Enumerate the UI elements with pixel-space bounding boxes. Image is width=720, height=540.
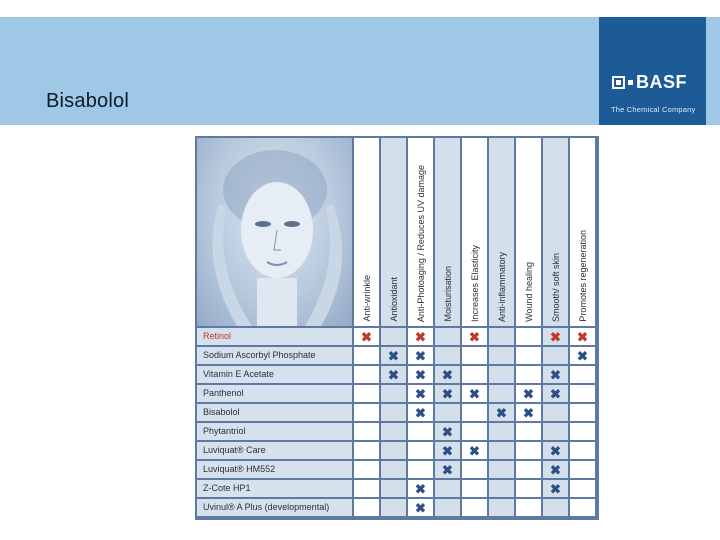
- matrix-cell: [543, 423, 568, 440]
- column-header-label: Wound healing: [523, 262, 534, 322]
- matrix-cell: [462, 499, 487, 516]
- matrix-cell: [381, 385, 406, 402]
- matrix-cell: [516, 461, 541, 478]
- matrix-cell: [408, 499, 433, 516]
- matrix-cell: [516, 385, 541, 402]
- check-x-icon: ✖: [550, 462, 561, 477]
- column-header: [354, 138, 379, 326]
- check-x-icon: ✖: [469, 329, 480, 344]
- table-row: [197, 328, 597, 345]
- matrix-cell: [462, 480, 487, 497]
- check-x-icon: ✖: [577, 329, 588, 344]
- column-header-label: Antioxidant: [388, 277, 399, 322]
- check-x-icon: ✖: [361, 329, 372, 344]
- matrix-cell: [516, 366, 541, 383]
- matrix-cell: [462, 347, 487, 364]
- matrix-cell: [381, 499, 406, 516]
- matrix-cell: [516, 328, 541, 345]
- matrix-cell: [435, 385, 460, 402]
- matrix-cell: [435, 480, 460, 497]
- ingredient-label: Z-Cote HP1: [197, 480, 352, 497]
- check-x-icon: ✖: [550, 386, 561, 401]
- ingredient-benefit-matrix: [195, 136, 599, 520]
- matrix-cell: [516, 480, 541, 497]
- matrix-cell: [462, 423, 487, 440]
- column-header-label: Anti-wrinkle: [361, 275, 372, 322]
- matrix-cell: [354, 366, 379, 383]
- matrix-cell: [543, 404, 568, 421]
- check-x-icon: ✖: [442, 386, 453, 401]
- matrix-cell: [543, 499, 568, 516]
- check-x-icon: ✖: [550, 443, 561, 458]
- matrix-cell: [354, 328, 379, 345]
- ingredient-label: Sodium Ascorbyl Phosphate: [197, 347, 352, 364]
- check-x-icon: ✖: [415, 481, 426, 496]
- column-header: [516, 138, 541, 326]
- matrix-cell: [489, 480, 514, 497]
- column-header: [381, 138, 406, 326]
- matrix-cell: [543, 461, 568, 478]
- matrix-cell: [408, 366, 433, 383]
- matrix-cell: [435, 404, 460, 421]
- matrix-cell: [435, 442, 460, 459]
- matrix-cell: [354, 385, 379, 402]
- check-x-icon: ✖: [388, 348, 399, 363]
- table-row: [197, 385, 597, 402]
- table-row: [197, 480, 597, 497]
- matrix-cell: [543, 347, 568, 364]
- matrix-cell: [462, 461, 487, 478]
- check-x-icon: ✖: [442, 367, 453, 382]
- column-header-label: Moisturisation: [442, 266, 453, 322]
- matrix-cell: [354, 461, 379, 478]
- matrix-cell: [516, 499, 541, 516]
- matrix-cell: [354, 499, 379, 516]
- logo-brand: BASF: [636, 72, 687, 92]
- column-header: [435, 138, 460, 326]
- matrix-cell: [408, 385, 433, 402]
- matrix-cell: [462, 404, 487, 421]
- matrix-cell: [435, 366, 460, 383]
- ingredient-label: Phytantriol: [197, 423, 352, 440]
- matrix-cell: [408, 461, 433, 478]
- matrix-cell: [489, 423, 514, 440]
- matrix-cell: [570, 461, 595, 478]
- matrix-cell: [489, 347, 514, 364]
- matrix-cell: [489, 442, 514, 459]
- matrix-cell: [570, 442, 595, 459]
- column-header-label: Increases Elasticity: [469, 244, 480, 322]
- matrix-cell: [543, 442, 568, 459]
- logo-tagline: The Chemical Company: [611, 105, 696, 114]
- matrix-cell: [408, 404, 433, 421]
- matrix-cell: [408, 480, 433, 497]
- matrix-cell: [489, 461, 514, 478]
- check-x-icon: ✖: [550, 481, 561, 496]
- matrix-cell: [462, 366, 487, 383]
- ingredient-label: Retinol: [197, 328, 352, 345]
- slide-title: Bisabolol: [46, 90, 129, 112]
- column-header: [489, 138, 514, 326]
- matrix-cell: [516, 404, 541, 421]
- matrix-cell: [489, 404, 514, 421]
- check-x-icon: ✖: [442, 424, 453, 439]
- check-x-icon: ✖: [523, 386, 534, 401]
- ingredient-label: Uvinul® A Plus (developmental): [197, 499, 352, 516]
- matrix-cell: [570, 328, 595, 345]
- matrix-cell: [570, 499, 595, 516]
- matrix-cell: [462, 328, 487, 345]
- check-x-icon: ✖: [415, 348, 426, 363]
- column-header-label: Anti-inflammatory: [496, 251, 507, 322]
- matrix-cell: [435, 423, 460, 440]
- table-row: [197, 442, 597, 459]
- check-x-icon: ✖: [550, 329, 561, 344]
- matrix-cell: [543, 328, 568, 345]
- matrix-cell: [408, 347, 433, 364]
- check-x-icon: ✖: [415, 329, 426, 344]
- basf-dot-icon: [628, 80, 633, 85]
- matrix-cell: [381, 480, 406, 497]
- check-x-icon: ✖: [415, 500, 426, 515]
- ingredient-label: Vitamin E Acetate: [197, 366, 352, 383]
- matrix-cell: [570, 385, 595, 402]
- matrix-cell: [570, 404, 595, 421]
- check-x-icon: ✖: [442, 462, 453, 477]
- basf-square-icon: [612, 76, 625, 89]
- check-x-icon: ✖: [415, 386, 426, 401]
- matrix-cell: [381, 404, 406, 421]
- check-x-icon: ✖: [442, 443, 453, 458]
- table-row: [197, 347, 597, 364]
- matrix-cell: [408, 328, 433, 345]
- matrix-cell: [354, 423, 379, 440]
- matrix-cell: [543, 385, 568, 402]
- matrix-cell: [408, 423, 433, 440]
- matrix-cell: [489, 328, 514, 345]
- matrix-cell: [381, 347, 406, 364]
- column-header-label: Anti-Photoaging / Reduces UV damage: [415, 164, 426, 322]
- matrix-cell: [489, 499, 514, 516]
- matrix-cell: [354, 480, 379, 497]
- matrix-cell: [381, 442, 406, 459]
- face-illustration: [197, 138, 352, 326]
- matrix-cell: [381, 328, 406, 345]
- matrix-cell: [570, 366, 595, 383]
- check-x-icon: ✖: [469, 386, 480, 401]
- matrix-cell: [462, 385, 487, 402]
- matrix-cell: [435, 499, 460, 516]
- check-x-icon: ✖: [415, 367, 426, 382]
- basf-logo: [599, 17, 706, 125]
- column-header-label: Smooth/ soft skin: [550, 252, 561, 322]
- matrix-cell: [381, 366, 406, 383]
- matrix-cell: [354, 404, 379, 421]
- matrix-cell: [462, 442, 487, 459]
- check-x-icon: ✖: [469, 443, 480, 458]
- table-row: [197, 499, 597, 516]
- ingredient-label: Luviquat® Care: [197, 442, 352, 459]
- ingredient-label: Bisabolol: [197, 404, 352, 421]
- matrix-cell: [435, 347, 460, 364]
- matrix-cell: [489, 385, 514, 402]
- matrix-cell: [516, 347, 541, 364]
- table-row: [197, 461, 597, 478]
- check-x-icon: ✖: [496, 405, 507, 420]
- matrix-cell: [354, 347, 379, 364]
- ingredient-label: Luviquat® HM552: [197, 461, 352, 478]
- column-header-label: Promotes regeneration: [577, 230, 588, 322]
- table-row: [197, 366, 597, 383]
- check-x-icon: ✖: [577, 348, 588, 363]
- matrix-cell: [435, 328, 460, 345]
- matrix-cell: [543, 480, 568, 497]
- matrix-cell: [570, 423, 595, 440]
- column-header: [543, 138, 568, 326]
- matrix-cell: [381, 461, 406, 478]
- column-header: [408, 138, 433, 326]
- matrix-cell: [543, 366, 568, 383]
- model-face-photo: [197, 138, 352, 326]
- matrix-cell: [408, 442, 433, 459]
- check-x-icon: ✖: [523, 405, 534, 420]
- check-x-icon: ✖: [388, 367, 399, 382]
- matrix-cell: [570, 347, 595, 364]
- matrix-cell: [354, 442, 379, 459]
- column-header: [462, 138, 487, 326]
- table-row: [197, 423, 597, 440]
- matrix-cell: [381, 423, 406, 440]
- column-header: [570, 138, 595, 326]
- matrix-cell: [435, 461, 460, 478]
- check-x-icon: ✖: [550, 367, 561, 382]
- table-row: [197, 404, 597, 421]
- ingredient-label: Panthenol: [197, 385, 352, 402]
- matrix-cell: [516, 442, 541, 459]
- matrix-cell: [570, 480, 595, 497]
- matrix-cell: [489, 366, 514, 383]
- matrix-cell: [516, 423, 541, 440]
- check-x-icon: ✖: [415, 405, 426, 420]
